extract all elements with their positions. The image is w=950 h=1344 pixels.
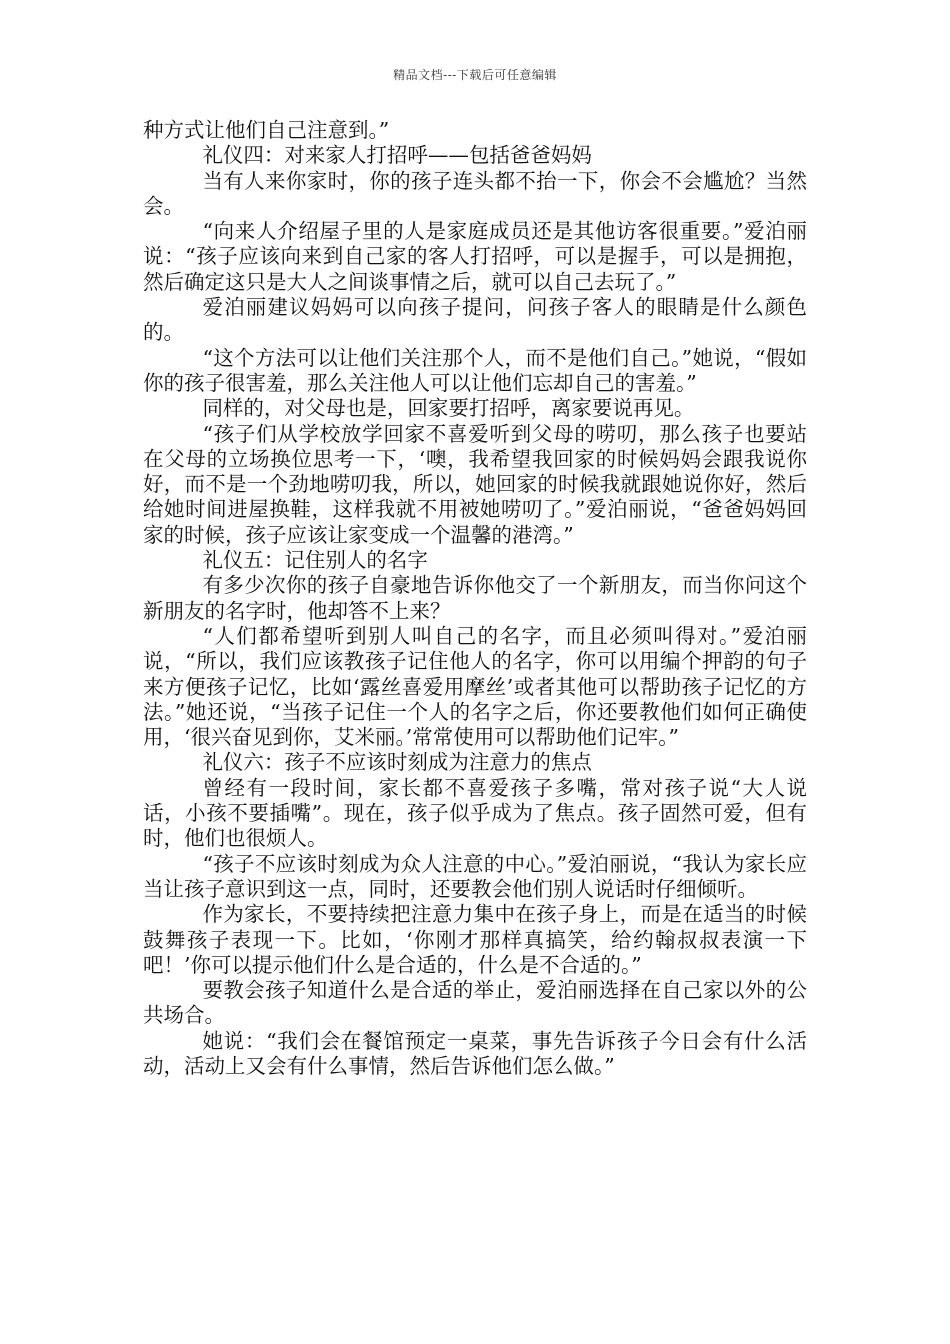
paragraph: 作为家长，不要持续把注意力集中在孩子身上，而是在适当的时候鼓舞孩子表现一下。比如，‘你刚才那样真搞笑，给约翰叔叔表演一下吧！’你可以提示他们什么是合适的，什么是不合适的。” (143, 902, 807, 977)
paragraph: “这个方法可以让他们关注那个人，而不是他们自己。”她说，“假如你的孩子很害羞，那么关注他人可以让他们忘却自己的害羞。” (143, 345, 807, 395)
section-heading: 礼仪四：对来家人打招呼——包括爸爸妈妈 (202, 143, 592, 168)
paragraph: 同样的，对父母也是，回家要打招呼，离家要说再见。 (202, 396, 695, 421)
paragraph: “孩子们从学校放学回家不喜爱听到父母的唠叨，那么孩子也要站在父母的立场换位思考一下，‘噢，我希望我回家的时候妈妈会跟我说你好，而不是一个劲地唠叨我，所以，她回家的时候我就跟她说你好，然后给她时间进屋换鞋，这样我就不用被她唠叨了。”爱泊丽说，“爸爸妈妈回家的时候，孩子应该让家变成一个温馨的港湾。” (143, 421, 807, 547)
document-body (143, 118, 807, 1079)
section-heading: 礼仪六：孩子不应该时刻成为注意力的焦点 (202, 750, 592, 775)
paragraph: 当有人来你家时，你的孩子连头都不抬一下，你会不会尴尬？当然会。 (143, 168, 807, 218)
paragraph: “孩子不应该时刻成为众人注意的中心。”爱泊丽说，“我认为家长应当让孩子意识到这一点，同时，还要教会他们别人说话时仔细倾听。 (143, 851, 807, 901)
paragraph: 曾经有一段时间，家长都不喜爱孩子多嘴，常对孩子说“大人说话，小孩不要插嘴”。现在，孩子似乎成为了焦点。孩子固然可爱，但有时，他们也很烦人。 (143, 775, 807, 851)
paragraph: 种方式让他们自己注意到。” (143, 118, 390, 142)
paragraph: “向来人介绍屋子里的人是家庭成员还是其他访客很重要。”爱泊丽说：“孩子应该向来到自己家的客人打招呼，可以是握手，可以是拥抱，然后确定这只是大人之间谈事情之后，就可以自己去玩了。” (143, 219, 807, 294)
paragraph: 她说：“我们会在餐馆预定一桌菜，事先告诉孩子今日会有什么活动，活动上又会有什么事情，然后告诉他们怎么做。” (143, 1028, 807, 1078)
paragraph: 有多少次你的孩子自豪地告诉你他交了一个新朋友，而当你问这个新朋友的名字时，他却答不上来？ (143, 573, 807, 623)
page-header: 精品文档---下载后可任意编辑 (393, 68, 557, 82)
paragraph: 爱泊丽建议妈妈可以向孩子提问，问孩子客人的眼睛是什么颜色的。 (143, 295, 807, 345)
paragraph: 要教会孩子知道什么是合适的举止，爱泊丽选择在自己家以外的公共场合。 (143, 978, 807, 1028)
section-heading: 礼仪五：记住别人的名字 (202, 548, 428, 573)
paragraph: “人们都希望听到别人叫自己的名字，而且必须叫得对。”爱泊丽说，“所以，我们应该教孩子记住他人的名字，你可以用编个押韵的句子来方便孩子记忆，比如‘露丝喜爱用摩丝’或者其他可以帮助孩子记忆的方法。”她还说，“当孩子记住一个人的名字之后，你还要教他们如何正确使用，‘很兴奋见到你，艾米丽。’常常使用可以帮助他们记牢。” (143, 623, 807, 750)
